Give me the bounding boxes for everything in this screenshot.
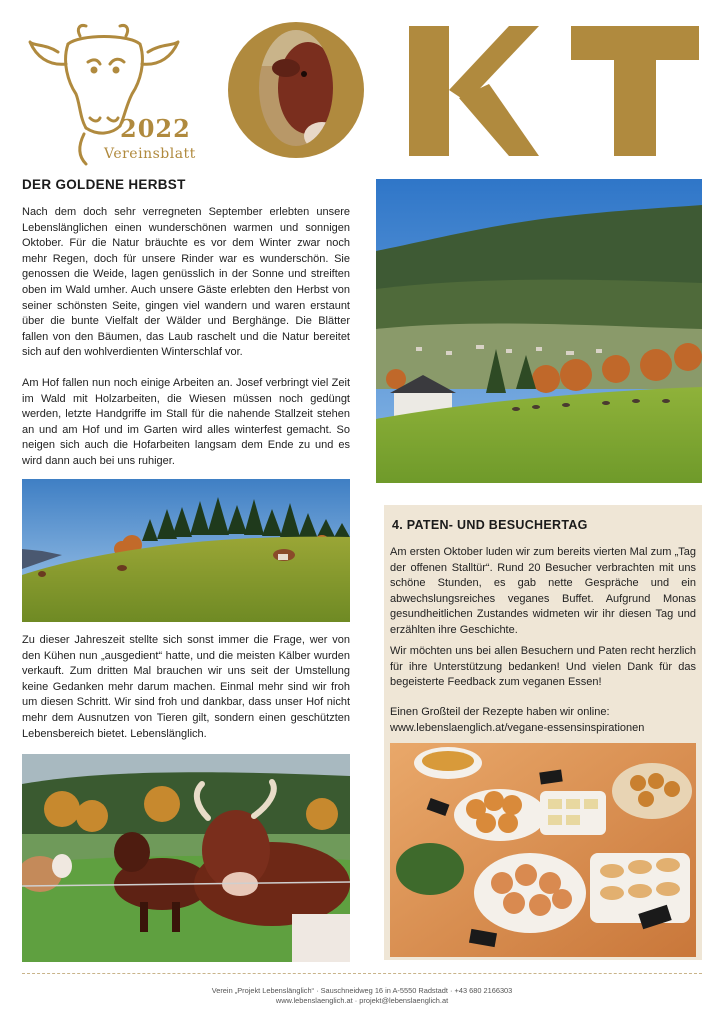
footer-divider — [22, 973, 702, 974]
article-paragraph: Am Hof fallen nun noch einige Arbeiten an. Josef verbringt viel Zeit im Wald mit Holzarbeiten, die Wiesen müssen noch gedüngt werden, letzte Handgriffe im Stall für die nahende Stallzeit stehen an und am Hof und im Garten wird alles winterfest gemacht. So neigen sich auch die Hofarbeiten langsam dem Ende zu und es wird dann auch bei uns ruhiger. — [22, 377, 350, 467]
sidebar-title: 4. PATEN- UND BESUCHERTAG — [392, 518, 588, 532]
logo-year: 2022 — [120, 114, 191, 143]
buffet-photo — [390, 743, 696, 957]
article-paragraph: Zu dieser Jahreszeit stellte sich sonst immer die Frage, wer von den Kühen nun „ausgedient“ hatte, und die meisten Kälber wurden verkauft. Zum dritten Mal brauchen wir uns seit der Umstellung keine Gedanken mehr darum machen. Einmal mehr sind wir froh um diesen Schritt. Wir sind froh und dankbar, dass unser Hof nicht mehr dem Ausnutzen von Tieren gilt, sondern einen geschützten Lebensbereich bietet. Lebenslänglich. — [22, 634, 350, 740]
month-title — [226, 18, 706, 160]
footer — [22, 986, 702, 1006]
recipes-link[interactable]: www.lebenslaenglich.at/vegane-essensinspirationen — [390, 722, 645, 734]
meadow-cows-photo — [22, 479, 350, 622]
month-title-graphic — [226, 18, 706, 160]
village-panorama-photo — [376, 179, 702, 483]
vereinsblatt-logo — [28, 22, 213, 167]
footer-address: Verein „Projekt Lebenslänglich“ · Sauschneidweg 16 in A-5550 Radstadt · +43 680 2166303 — [211, 986, 513, 995]
sidebar-paragraph: Einen Großteil der Rezepte haben wir online: — [390, 706, 610, 718]
footer-contact[interactable]: www.lebenslaenglich.at · projekt@lebenslaenglich.at — [275, 996, 449, 1005]
event-sidebar — [384, 505, 702, 960]
sidebar-paragraph: Am ersten Oktober luden wir zum bereits vierten Mal zum „Tag der offenen Stalltür“. Rund 20 Besucher verbrachten mit uns schöne Stunden, es gab nette Gespräche und ein abwechslungsreiches veganes Buffet. Aufgrund Monas gesundheitlichen Zustandes widmeten wir ihr diesen Tag und erzählten ihre Geschichte. — [390, 546, 696, 636]
article-paragraph: Nach dem doch sehr verregneten September erlebten unsere Lebenslänglichen einen wunderschönen warmen und sonnigen Oktober. Für die Natur bräuchte es vor dem Winter zwar noch mehr Regen, doch für unsere Rinder war es wunderschön. Sie genossen die Weide, lagen genüsslich in der Sonne und streiften oben im Wald umher. Auch unsere Gäste erlebten den Herbst von seiner schönsten Seite, gingen viel wandern und waren erstaunt über die bunte Vielfalt der Wälder und Berghänge. Die Blätter fallen von den Bäumen, das Laub raschelt und die Natur bereitet sich auf den wohlverdienten Winterschlaf vor. — [22, 206, 350, 359]
logo-subtitle: Vereinsblatt — [104, 146, 196, 162]
cows-closeup-photo — [22, 754, 350, 962]
article-title: DER GOLDENE HERBST — [22, 177, 186, 192]
sidebar-paragraph: Wir möchten uns bei allen Besuchern und Paten recht herzlich für ihre Unterstützung bedanken! Und vielen Dank für das begeisterte Feedback zum veganen Essen! — [390, 645, 696, 689]
